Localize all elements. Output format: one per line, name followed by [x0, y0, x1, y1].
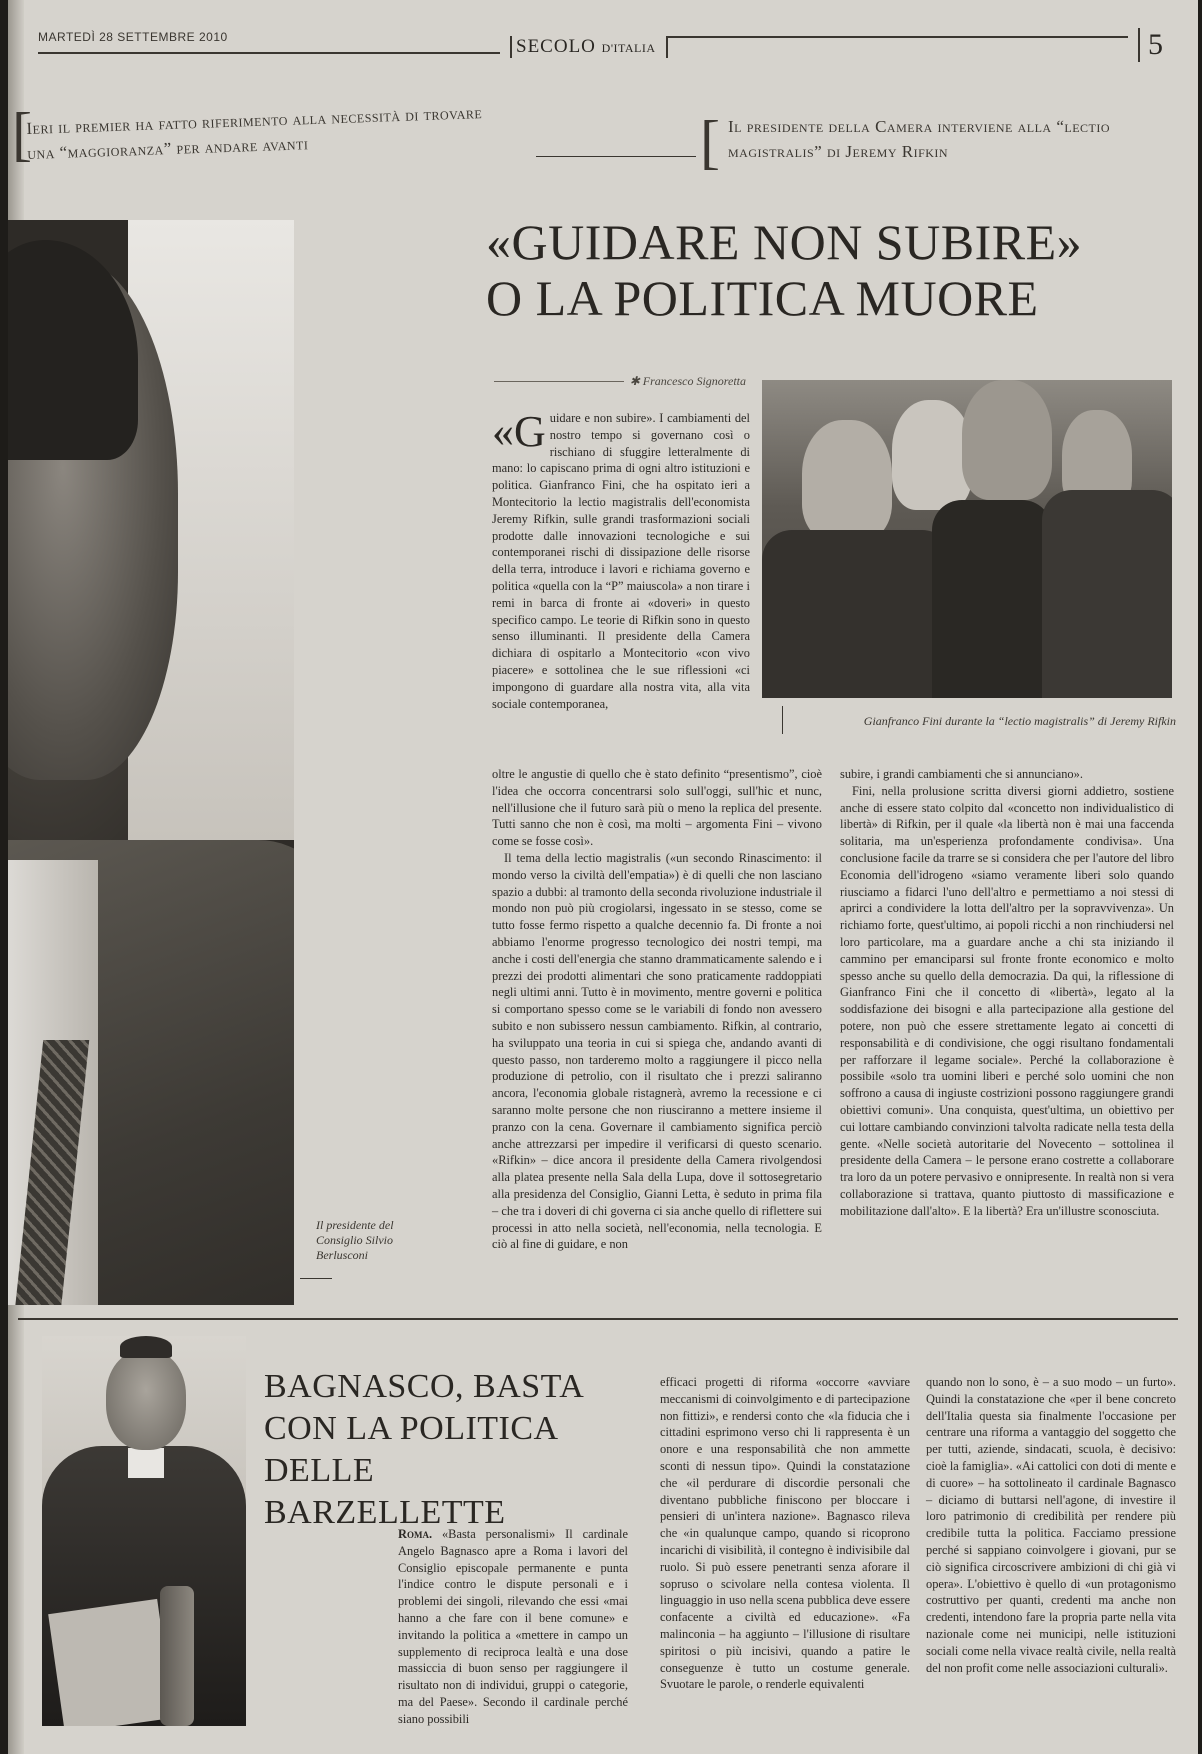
bracket-right: [	[700, 109, 720, 175]
bagnasco-photo	[42, 1336, 246, 1726]
portrait-berlusconi-photo	[8, 220, 294, 1305]
photo-caption: Gianfranco Fini durante la “lectio magistralis” di Jeremy Rifkin	[863, 714, 1176, 728]
article-paragraph-5: Fini, nella prolusione scritta diversi giorni addietro, sostiene anche di essere stato colpito dal «concetto non individualistico di libertà» di Rifkin, per il quale «la libertà non è mai una faccenda solitaria, ma un'esperienza profondamente condivisa». Una conclusione facile da trarre se si considera che per l'autore del libro Economia dell'idrogeno «siamo veramente liberi solo quando riusciamo a fidarci l'uno dell'altro e permettiamo a noi stessi di aprirci a condividere la lotta dell'altro per la sopravvivenza». Un richiamo forte, quest'ultimo, ai popoli ricchi a non rinchiudersi nel loro particolare, ma a guardare anche a chi sta iniziando il cammino per emanciparsi sul fronte fronte economico e molto spesso anche su quello della democrazia. Da qui, la riflessione di Gianfranco Fini che il concetto di «libertà», legato al la soddisfazione dei bisogni e alla partecipazione alla gestione del potere, non può che essere strettamente legato ai concetti di responsabilità e di condivisione, che oggi risultano fondamentali per rafforzare il legame sociale». Perché la collaborazione è possibile «solo tra uomini liberi e perché solo uomini che non soffrono a causa di ingiuste costrizioni possono raggiungere grandi obiettivi comuni». Una conquista, quest'ultima, un obiettivo per cui lottare cambiando convinzioni talvolta radicate nella testa della gente. «Nelle società autoritarie del Novecento – sottolinea il presidente della Camera – le persone erano costrette a collaborare tra loro da un potere pervasivo e onnipresente. In realtà non si vera collaborazione si trattava, quanto piuttosto di massificazione e mobilitazione dall'alto». E la libertà? Era un'illustre sconosciuta.	[840, 783, 1174, 1218]
article-paragraph-4: subire, i grandi cambiamenti che si annunciano».	[840, 767, 1083, 781]
article-paragraph-1-text: uidare e non subire». I cambiamenti del nostro tempo si governano così o rischiano di sfuggire letteralmente di mano: lo capiscano prima di ogni altro istituzioni e politica. Gianfranco Fini, che ha ospitato ieri a Montecitorio la lectio magistralis dell'economista Jeremy Rifkin, sulle grandi trasformazioni sociali prodotte dalle innovazioni tecnologiche e sui contemporanei rischi di dissipazione delle risorse della terra, introduce i lavori e richiama governo e politica «quella con la “P” maiuscola» a non tirare i remi in barca di fronte ai «doveri» in questo specifico campo. Le teorie di Rifkin sono in questo senso illuminanti. Il presidente della Camera dichiara di ospitarlo a Montecitorio «con vivo piacere» e sottolinea che le sue riflessioni «ci impongono di guardare alla nostra vita, alla vita sociale contemporanea,	[492, 411, 750, 711]
audience-photo	[762, 380, 1172, 698]
photo-suit-2	[932, 500, 1052, 698]
photo-suit-1	[762, 530, 952, 698]
kicker-left: Ieri il premier ha fatto riferimento alla necessità di trovare una “maggioranza” per andare avanti	[26, 103, 483, 163]
masthead-rule-right	[668, 36, 1128, 38]
bottom-headline-line-1: BAGNASCO, BASTA	[264, 1368, 585, 1405]
photo-figure-3	[962, 380, 1052, 500]
article-paragraph-3: Il tema della lectio magistralis («un secondo Rinascimento: il mondo verso la civiltà dell'empatia») è di quelli che non lasciano spazio a dubbi: al tramonto della seconda rivoluzione industriale il mondo non può più crogiolarsi, ingessato in se stesso, come se tutto fosse fermo rispetto a qualche decennio fa. Di fronte a noi abbiamo l'enorme progresso tecnologico dei nostri tempi, ma anche i costi dell'energia che stanno drammaticamente salendo e i prezzi dei prodotti alimentari che sono praticamente raddoppiati negli ultimi anni. Tutto è in movimento, mentre governi e politica si comportano spesso come se le variabili di fondo non avessero subito e non subissero nessun cambiamento. Rifkin, al contrario, ha sviluppato una teoria in cui si spiega che, andando avanti di questo passo, non tarderemo molto a raggiungere il picco nella produzione di petrolio, con il risultato che i prezzi saliranno ancora, l'economia globale ristagnerà, avremo la recessione e ci saranno molte persone che non riusciranno a mettere insieme il pranzo con la cena. Governare il cambiamento significa perciò anche attrezzarsi per impedire il verificarsi di questo scenario. «Rifkin» – dice ancora il presidente della Camera rivolgendosi alla platea presente nella Sala della Lupa, dove il sottosegretario alla presidenza del Consiglio, Gianni Letta, è seduto in prima fila – che tra i doveri di chi governa ci sia anche quello di riflettere sui processi in atto nella società, nell'economia, nella tecnologia. E ciò al fine di guidare, e non	[492, 850, 822, 1252]
section-divider	[18, 1318, 1178, 1320]
page-number: 5	[1138, 28, 1163, 62]
bottom-column-1	[398, 1526, 628, 1728]
article-column-2	[492, 766, 822, 1253]
masthead	[38, 22, 1168, 68]
masthead-bar-left	[510, 36, 512, 58]
bottom-paragraph-3: quando non lo sono, è – a suo modo – un furto». Quindi la constatazione che «per il bene concreto dell'Italia questa sia finalmente l'occasione per centrare una riforma a vantaggio del soggetto che per tutti, aziende, sindacati, scuola, è decisivo: cioè la famiglia». «Ai cattolici con doti di mente e di cuore» – ha sottolineato il cardinale Bagnasco – diciamo di buttarsi nell'agone, di investire il loro patrimonio di credibilità per rendere più credibile tutta la politica. Facciamo pressione perché si sappiano coinvolgere i giovani, pur se ciò significa circoscrivere ambizioni di chi già vi opera». L'obiettivo è quello di «un protagonismo costruttivo per quanti, credenti ma anche non credenti, intendono fare la propria parte nella vita nazionale come nei municipi, nelle istituzioni sociali come nella vivace realtà civile, nella realtà del non profit come nelle associazioni culturali».	[926, 1375, 1176, 1675]
article-paragraph-1	[492, 407, 750, 712]
photo-suit-3	[1042, 490, 1172, 698]
byline-author: Francesco Signoretta	[642, 374, 746, 388]
newspaper-page	[8, 0, 1198, 1754]
article-column-1	[492, 407, 750, 712]
masthead-rule-left	[38, 52, 500, 54]
publication-title: SECOLO	[516, 36, 596, 57]
photo-figure-1	[802, 420, 892, 540]
microphone	[160, 1586, 194, 1726]
article-paragraph-2: oltre le angustie di quello che è stato definito “presentismo”, cioè l'idea che occorra concentrarsi solo sull'oggi, sull'hic et nunc, nell'illusione che il futuro sarà più o meno la replica del presente. Tutti sanno che non è così, ma molti – argomenta Fini – vivono come se fosse così».	[492, 767, 822, 849]
bottom-column-3	[926, 1374, 1176, 1676]
main-headline	[486, 214, 1176, 326]
bottom-paragraph-1	[398, 1526, 628, 1728]
dateline-place: Roma.	[398, 1527, 433, 1541]
publication-suffix: D'ITALIA	[601, 41, 656, 55]
bottom-headline-line-3: DELLE BARZELLETTE	[264, 1452, 506, 1531]
portrait-hair	[8, 240, 138, 460]
article-column-3	[840, 766, 1174, 1220]
bottom-paragraph-2: efficaci progetti di riforma «occorre «avviare meccanismi di coinvolgimento e di partecipazione non fittizi», e rendersi conto che «la fiducia che i cittadini esprimono verso chi li rappresenta è un onore e una responsabilità che non ammette sconti di nessun tipo». Quindi la constatazione che «il perdurare di discordie personali che diventano pubbliche finiscono per bloccare i pensieri di un'intera nazione». Bagnasco rileva che «in qualunque campo, quando si ricoprono incarichi di visibilità, il contegno è indivisibile dal ruolo. Si può essere penetranti senza aforare il sopruso o scivolare nella contesa violenta. Il linguaggio in uso nella scena pubblica deve essere confacente a civiltà ed educazione». «Fa malinconia – ha aggiunto – l'illusione di risultare spiritosi o più incisivi, quando a patire le conseguenze è tutto un costume generale. Svuotare le parole, o renderle equivalenti	[660, 1375, 910, 1692]
kicker-rule	[536, 156, 696, 157]
bottom-headline	[264, 1366, 604, 1534]
main-headline-line-1: «GUIDARE NON SUBIRE»	[486, 214, 1083, 270]
dropcap: «G	[492, 407, 546, 456]
kicker-right: Il presidente della Camera interviene alla “lectio magistralis” di Jeremy Rifkin	[728, 117, 1111, 161]
bottom-column-2	[660, 1374, 910, 1693]
bishop-face	[106, 1350, 186, 1450]
publication-name	[516, 36, 656, 58]
portrait-caption: Il presidente del Consiglio Silvio Berlusconi	[316, 1218, 394, 1262]
bracket-left: [	[12, 101, 32, 167]
bishop-collar	[128, 1448, 164, 1478]
byline	[494, 374, 746, 397]
masthead-bar-right	[666, 36, 668, 58]
issue-date: MARTEDÌ 28 SETTEMBRE 2010	[38, 30, 228, 44]
bottom-headline-line-2: CON LA POLITICA	[264, 1410, 559, 1447]
photo-caption-bar	[782, 706, 783, 734]
byline-text: ✱ Francesco Signoretta	[624, 374, 746, 388]
bottom-paragraph-1-text: «Basta personalismi» Il cardinale Angelo Bagnasco apre a Roma i lavori del Consiglio episcopale permanente e punta l'indice contro le dispute personali e i problemi dei singoli, rilevando che essi «mai hanno a che fare con il bene comune» e invitando la politica a «mettere in campo un supplemento di reciproca lealtà e una dose massiccia di buon senso per raggiungere il risultato non di individui, gruppi o categorie, ma del Paese». Secondo il cardinale perché siano possibili	[398, 1527, 628, 1726]
main-headline-line-2: O LA POLITICA MUORE	[486, 270, 1039, 326]
bishop-papers	[48, 1599, 174, 1726]
portrait-caption-rule	[300, 1278, 332, 1279]
photo-figure-2	[892, 400, 972, 510]
bishop-zucchetto	[120, 1336, 172, 1358]
